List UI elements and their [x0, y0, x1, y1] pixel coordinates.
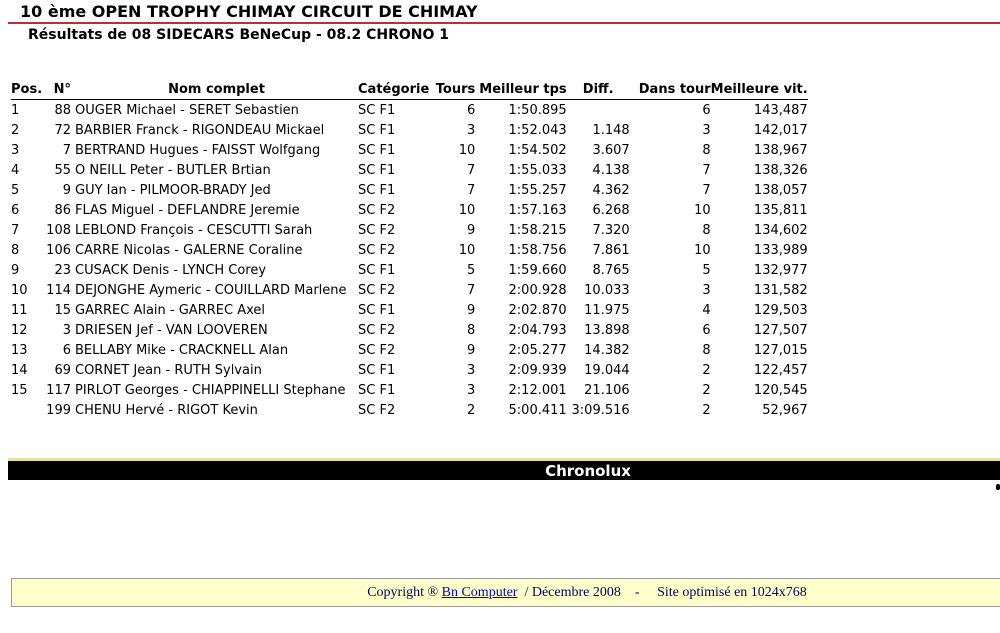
cell-name: CORNET Jean - RUTH Sylvain — [75, 362, 262, 378]
col-header-diff: Diff. — [567, 80, 630, 100]
cell-cat: SC F2 — [358, 402, 396, 418]
cell-name: PIRLOT Georges - CHIAPPINELLI Stephane — [75, 382, 346, 398]
cell-name: O NEILL Peter - BUTLER Brtian — [75, 162, 271, 178]
cell-cat: SC F1 — [358, 162, 396, 178]
cell-vit: 138,057 — [753, 182, 808, 198]
cell-best: 1:55.033 — [508, 162, 567, 178]
cell-best: 1:54.502 — [508, 142, 567, 158]
cell-tours: 3 — [466, 382, 476, 398]
cell-diff: 14.382 — [584, 342, 630, 358]
footer-date: / Décembre 2008 — [524, 585, 621, 600]
cell-vit: 127,015 — [753, 342, 808, 358]
cell-diff: 4.138 — [592, 162, 630, 178]
cell-best: 1:57.163 — [508, 202, 567, 218]
cell-cat: SC F2 — [358, 222, 396, 238]
cell-cat: SC F1 — [358, 382, 396, 398]
col-header-pos: Pos. — [11, 80, 44, 100]
col-header-num: N° — [44, 80, 75, 100]
table-row — [11, 200, 808, 220]
cell-name: DRIESEN Jef - VAN LOOVEREN — [75, 322, 268, 338]
cell-pos: 9 — [11, 262, 20, 278]
cell-name: CUSACK Denis - LYNCH Corey — [75, 262, 267, 278]
cell-name: BELLABY Mike - CRACKNELL Alan — [75, 342, 289, 358]
cell-dans: 7 — [702, 182, 711, 198]
footer-text — [12, 585, 1000, 601]
cell-cat: SC F2 — [358, 242, 396, 258]
cell-tours: 6 — [466, 102, 476, 118]
cell-num: 7 — [62, 142, 71, 158]
cell-pos: 3 — [11, 142, 20, 158]
table-row — [11, 340, 808, 360]
cell-dans: 3 — [702, 282, 711, 298]
cell-best: 2:02.870 — [508, 302, 567, 318]
scroll-marker — [996, 484, 1000, 490]
table-row — [11, 180, 808, 200]
table-row — [11, 240, 808, 260]
cell-cat: SC F1 — [358, 142, 396, 158]
cell-best: 2:09.939 — [508, 362, 567, 378]
cell-cat: SC F1 — [358, 362, 396, 378]
cell-tours: 5 — [466, 262, 476, 278]
col-header-cat: Catégorie — [358, 80, 429, 100]
cell-dans: 2 — [702, 362, 711, 378]
cell-diff: 7.861 — [592, 242, 630, 258]
cell-dans: 10 — [694, 242, 711, 258]
cell-best: 1:50.895 — [508, 102, 567, 118]
cell-pos: 13 — [11, 342, 28, 358]
table-row — [11, 320, 808, 340]
cell-best: 1:52.043 — [508, 122, 567, 138]
cell-diff: 11.975 — [584, 302, 630, 318]
table-row — [11, 100, 808, 121]
cell-pos: 5 — [11, 182, 20, 198]
cell-num: 15 — [54, 302, 71, 318]
cell-dans: 2 — [702, 382, 711, 398]
cell-pos: 15 — [11, 382, 28, 398]
cell-vit: 122,457 — [753, 362, 808, 378]
cell-cat: SC F1 — [358, 262, 396, 278]
cell-name: CARRE Nicolas - GALERNE Coraline — [75, 242, 303, 258]
cell-num: 199 — [46, 402, 71, 418]
cell-best: 2:00.928 — [508, 282, 567, 298]
col-header-dans: Dans tour — [630, 80, 711, 100]
cell-name: GUY Ian - PILMOOR-BRADY Jed — [75, 182, 271, 198]
col-header-best: Meilleur tps — [479, 80, 566, 100]
cell-num: 55 — [54, 162, 71, 178]
cell-pos: 1 — [11, 102, 20, 118]
chronolux-bar — [8, 458, 1000, 480]
cell-best: 2:12.001 — [508, 382, 567, 398]
cell-best: 2:04.793 — [508, 322, 567, 338]
cell-name: FLAS Miguel - DEFLANDRE Jeremie — [75, 202, 300, 218]
cell-dans: 4 — [702, 302, 711, 318]
cell-tours: 10 — [458, 202, 476, 218]
table-row — [11, 140, 808, 160]
cell-dans: 8 — [702, 342, 711, 358]
cell-dans: 6 — [702, 322, 711, 338]
cell-dans: 6 — [702, 102, 711, 118]
cell-cat: SC F1 — [358, 182, 396, 198]
col-header-name: Nom complet — [75, 80, 358, 100]
cell-diff: 1.148 — [592, 122, 630, 138]
title-divider — [8, 22, 1000, 24]
footer — [11, 578, 1000, 607]
page-title: 10 ème OPEN TROPHY CHIMAY CIRCUIT DE CHIMAY — [20, 2, 478, 21]
cell-diff: 8.765 — [592, 262, 630, 278]
cell-pos: 7 — [11, 222, 20, 238]
cell-tours: 9 — [466, 222, 476, 238]
cell-best: 5:00.411 — [508, 402, 567, 418]
cell-diff: 6.268 — [592, 202, 630, 218]
cell-vit: 52,967 — [762, 402, 808, 418]
cell-cat: SC F2 — [358, 342, 396, 358]
cell-tours: 9 — [466, 342, 476, 358]
cell-vit: 134,602 — [753, 222, 808, 238]
cell-tours: 7 — [466, 162, 476, 178]
cell-name: LEBLOND François - CESCUTTI Sarah — [75, 222, 313, 238]
cell-pos: 6 — [11, 202, 20, 218]
cell-num: 72 — [54, 122, 71, 138]
cell-cat: SC F2 — [358, 202, 396, 218]
footer-separator: - — [634, 585, 640, 600]
cell-num: 88 — [54, 102, 71, 118]
cell-vit: 120,545 — [753, 382, 808, 398]
cell-tours: 9 — [466, 302, 476, 318]
cell-dans: 2 — [702, 402, 711, 418]
cell-best: 1:58.215 — [508, 222, 567, 238]
cell-vit: 143,487 — [753, 102, 808, 118]
cell-name: BARBIER Franck - RIGONDEAU Mickael — [75, 122, 325, 138]
cell-pos: 2 — [11, 122, 20, 138]
cell-name: DEJONGHE Aymeric - COUILLARD Marlene — [75, 282, 347, 298]
cell-name: BERTRAND Hugues - FAISST Wolfgang — [75, 142, 321, 158]
page-subtitle: Résultats de 08 SIDECARS BeNeCup - 08.2 CHRONO 1 — [28, 27, 450, 43]
cell-vit: 127,507 — [753, 322, 808, 338]
cell-num: 6 — [62, 342, 71, 358]
cell-num: 117 — [46, 382, 71, 398]
cell-diff: 10.033 — [584, 282, 630, 298]
cell-dans: 3 — [702, 122, 711, 138]
cell-diff: 7.320 — [592, 222, 630, 238]
cell-diff: 21.106 — [584, 382, 630, 398]
cell-pos: 12 — [11, 322, 28, 338]
table-row — [11, 120, 808, 140]
cell-dans: 8 — [702, 222, 711, 238]
footer-copyright: Copyright ® — [367, 585, 439, 600]
cell-num: 86 — [54, 202, 71, 218]
cell-vit: 129,503 — [753, 302, 808, 318]
cell-num: 108 — [46, 222, 71, 238]
results-table — [11, 80, 808, 420]
cell-num: 106 — [46, 242, 71, 258]
cell-tours: 3 — [466, 122, 476, 138]
cell-vit: 142,017 — [753, 122, 808, 138]
chronolux-label: Chronolux — [545, 462, 631, 480]
cell-num: 69 — [54, 362, 71, 378]
cell-best: 1:59.660 — [508, 262, 567, 278]
table-row — [11, 220, 808, 240]
cell-cat: SC F1 — [358, 102, 396, 118]
cell-num: 3 — [62, 322, 71, 338]
cell-name: GARREC Alain - GARREC Axel — [75, 302, 265, 318]
col-header-tours: Tours — [429, 80, 479, 100]
table-row — [11, 260, 808, 280]
col-header-vit: Meilleure vit. — [711, 80, 808, 100]
cell-diff — [567, 100, 630, 121]
cell-dans: 5 — [702, 262, 711, 278]
cell-diff: 3:09.516 — [571, 402, 630, 418]
footer-link-bn-computer[interactable]: Bn Computer — [441, 585, 518, 600]
footer-optimisation: Site optimisé en 1024x768 — [657, 585, 807, 600]
cell-num: 9 — [62, 182, 71, 198]
table-header-row — [11, 80, 808, 100]
cell-pos: 14 — [11, 362, 28, 378]
table-row — [11, 300, 808, 320]
results-body — [11, 100, 808, 421]
table-row — [11, 380, 808, 400]
cell-diff: 19.044 — [584, 362, 630, 378]
cell-best: 2:05.277 — [508, 342, 567, 358]
cell-vit: 138,326 — [753, 162, 808, 178]
cell-vit: 132,977 — [753, 262, 808, 278]
cell-dans: 10 — [694, 202, 711, 218]
cell-vit: 138,967 — [753, 142, 808, 158]
cell-tours: 10 — [458, 142, 476, 158]
cell-best: 1:55.257 — [508, 182, 567, 198]
cell-dans: 7 — [702, 162, 711, 178]
cell-num: 114 — [46, 282, 71, 298]
cell-tours: 7 — [466, 282, 476, 298]
cell-best: 1:58.756 — [508, 242, 567, 258]
table-row — [11, 160, 808, 180]
cell-pos: 11 — [11, 302, 28, 318]
cell-dans: 8 — [702, 142, 711, 158]
cell-diff: 13.898 — [584, 322, 630, 338]
cell-tours: 7 — [466, 182, 476, 198]
cell-pos: 10 — [11, 282, 28, 298]
cell-tours: 8 — [466, 322, 476, 338]
cell-vit: 131,582 — [753, 282, 808, 298]
table-row — [11, 360, 808, 380]
cell-diff: 3.607 — [592, 142, 630, 158]
cell-cat: SC F2 — [358, 282, 396, 298]
cell-tours: 3 — [466, 362, 476, 378]
cell-pos — [11, 400, 44, 420]
cell-tours: 10 — [458, 242, 476, 258]
cell-name: CHENU Hervé - RIGOT Kevin — [75, 402, 258, 418]
cell-name: OUGER Michael - SERET Sebastien — [75, 102, 299, 118]
cell-tours: 2 — [466, 402, 476, 418]
cell-num: 23 — [54, 262, 71, 278]
cell-vit: 133,989 — [753, 242, 808, 258]
cell-diff: 4.362 — [592, 182, 630, 198]
cell-pos: 8 — [11, 242, 20, 258]
cell-cat: SC F2 — [358, 322, 396, 338]
cell-cat: SC F1 — [358, 122, 396, 138]
cell-cat: SC F1 — [358, 302, 396, 318]
cell-vit: 135,811 — [753, 202, 808, 218]
table-row — [11, 400, 808, 420]
cell-pos: 4 — [11, 162, 20, 178]
table-row — [11, 280, 808, 300]
